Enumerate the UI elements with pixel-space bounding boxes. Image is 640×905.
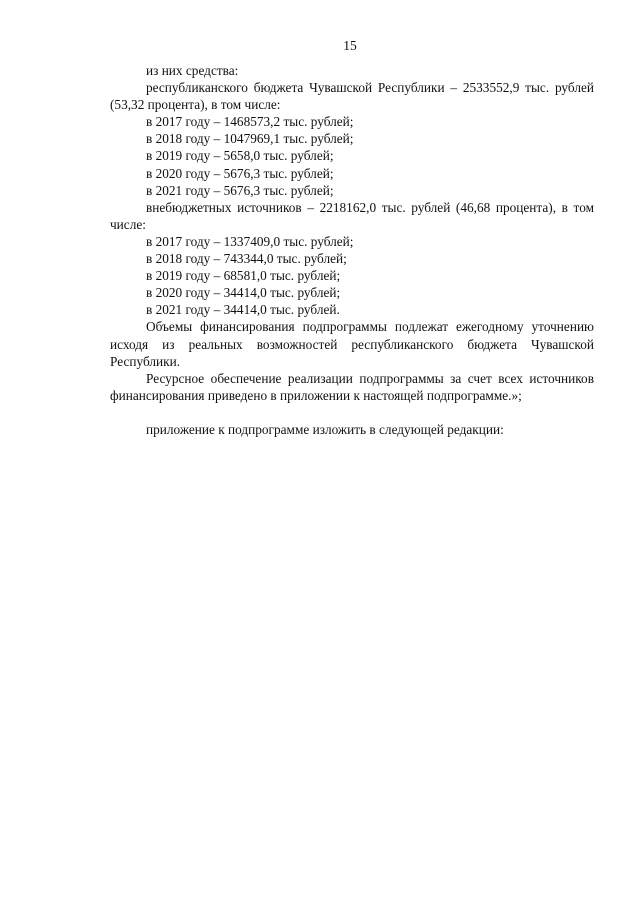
paragraph-republican-2018: в 2018 году – 1047969,1 тыс. рублей; [146, 131, 354, 147]
paragraph-extrabudgetary-2018: в 2018 году – 743344,0 тыс. рублей; [146, 251, 347, 267]
paragraph-republican-budget: республиканского бюджета Чувашской Республики – 2533552,9 тыс. рублей (53,32 процента), в том числе: [110, 80, 594, 113]
page-number: 15 [343, 38, 357, 53]
paragraph-funding-intro: из них средства: [146, 63, 239, 78]
paragraph-extrabudgetary-2020: в 2020 году – 34414,0 тыс. рублей; [146, 285, 341, 301]
paragraph-republican-2021: в 2021 году – 5676,3 тыс. рублей; [146, 182, 334, 198]
paragraph-extrabudgetary: внебюджетных источников – 2218162,0 тыс. рублей (46,68 процента), в том числе: [110, 199, 594, 232]
paragraph-extrabudgetary-2019: в 2019 году – 68581,0 тыс. рублей; [146, 268, 341, 284]
paragraph-resource-support: Ресурсное обеспечение реализации подпрограммы за счет всех источников финансирования приведено в приложении к настоящей подпрограмме.»; [110, 370, 594, 403]
document-body [110, 62, 594, 438]
paragraph-funding-adjustment: Объемы финансирования подпрограммы подлежат ежегодному уточнению исходя из реальных возможностей республиканского бюджета Чувашской Республики. [110, 319, 594, 369]
paragraph-extrabudgetary-2017: в 2017 году – 1337409,0 тыс. рублей; [146, 233, 354, 249]
paragraph-extrabudgetary-2021: в 2021 году – 34414,0 тыс. рублей. [146, 302, 340, 318]
paragraph-spacer [110, 404, 594, 421]
paragraph-republican-2017: в 2017 году – 1468573,2 тыс. рублей; [146, 114, 354, 130]
paragraph-appendix-instruction: приложение к подпрограмме изложить в следующей редакции: [146, 421, 504, 437]
paragraph-republican-2020: в 2020 году – 5676,3 тыс. рублей; [146, 165, 334, 181]
paragraph-republican-2019: в 2019 году – 5658,0 тыс. рублей; [146, 148, 334, 164]
